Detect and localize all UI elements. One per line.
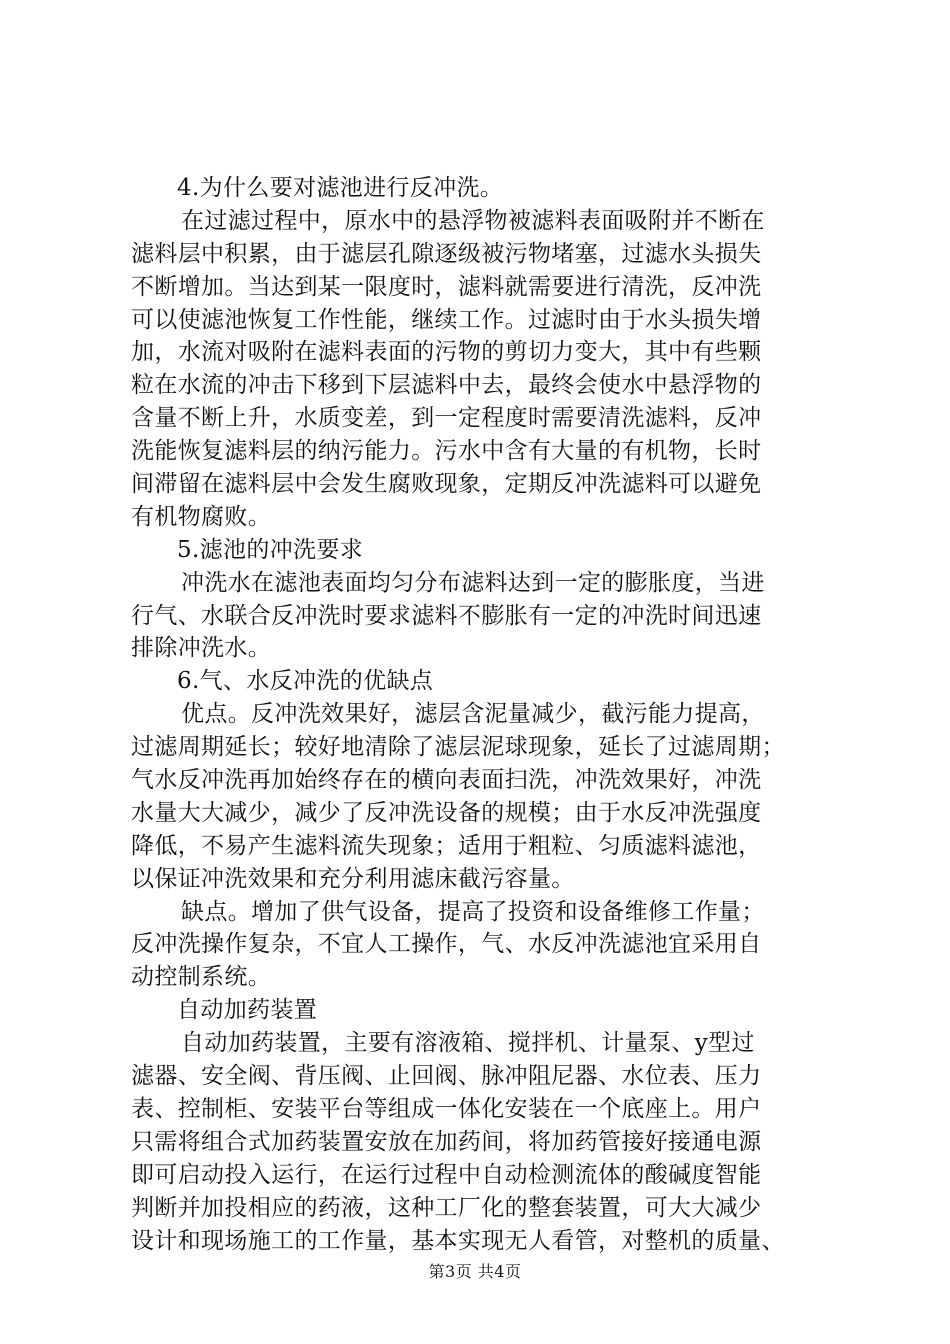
paragraph-line: 在过滤过程中，原水中的悬浮物被滤料表面吸附并不断在 [181,207,765,234]
paragraph-line: 洗能恢复滤料层的纳污能力。污水中含有大量的有机物，长时 [131,438,762,465]
paragraph-line: 气水反冲洗再加始终存在的横向表面扫洗，冲洗效果好，冲洗 [131,767,762,794]
paragraph-line: 降低，不易产生滤料流失现象；适用于粗粒、匀质滤料滤池， [131,832,762,859]
paragraph-line: 自动加药装置，主要有溶液箱、搅拌机、计量泵、y型过 [181,1030,755,1057]
section-heading: 5.滤池的冲洗要求 [177,536,364,563]
paragraph-line: 加，水流对吸附在滤料表面的污物的剪切力变大，其中有些颗 [131,339,762,366]
paragraph-line: 行气、水联合反冲洗时要求滤料不膨胀有一定的冲洗时间迅速 [131,602,762,629]
paragraph-line: 动控制系统。 [131,964,272,991]
section-heading: 6.气、水反冲洗的优缺点 [177,668,434,695]
section-heading: 4.为什么要对滤池进行反冲洗。 [177,175,504,201]
paragraph-line: 以保证冲洗效果和充分利用滤床截污容量。 [131,865,575,892]
paragraph-line: 表、控制柜、安装平台等组成一体化安装在一个底座上。用户 [131,1095,762,1122]
document-body [131,172,843,1257]
paragraph-line: 只需将组合式加药装置安放在加药间，将加药管接好接通电源 [131,1128,762,1155]
paragraph-line: 优点。反冲洗效果好，滤层含泥量减少，截污能力提高， [181,701,765,728]
paragraph-line: 缺点。增加了供气设备，提高了投资和设备维修工作量； [181,898,765,925]
paragraph-line: 有机物腐败。 [131,503,272,530]
paragraph-line: 反冲洗操作复杂，不宜人工操作，气、水反冲洗滤池宜采用自 [131,931,762,958]
paragraph-line: 过滤周期延长；较好地清除了滤层泥球现象，延长了过滤周期； [131,734,785,761]
paragraph-line: 即可启动投入运行，在运行过程中自动检测流体的酸碱度智能 [131,1161,762,1188]
paragraph-line: 不断增加。当达到某一限度时，滤料就需要进行清洗，反冲洗 [131,273,762,300]
paragraph-line: 排除冲洗水。 [131,635,272,662]
paragraph-line: 间滞留在滤料层中会发生腐败现象，定期反冲洗滤料可以避免 [131,471,762,498]
paragraph-line: 冲洗水在滤池表面均匀分布滤料达到一定的膨胀度，当进 [181,569,765,596]
paragraph-line: 可以使滤池恢复工作性能，继续工作。过滤时由于水头损失增 [131,306,762,333]
paragraph-line: 滤器、安全阀、背压阀、止回阀、脉冲阻尼器、水位表、压力 [131,1063,762,1090]
paragraph-line: 滤料层中积累，由于滤层孔隙逐级被污物堵塞，过滤水头损失 [131,240,762,267]
paragraph-line: 水量大大减少，减少了反冲洗设备的规模；由于水反冲洗强度 [131,799,762,826]
paragraph-line: 粒在水流的冲击下移到下层滤料中去，最终会使水中悬浮物的 [131,372,762,399]
section-heading: 自动加药装置 [177,997,318,1024]
paragraph-line: 判断并加投相应的药液，这种工厂化的整套装置，可大大减少 [131,1194,762,1221]
paragraph-line: 含量不断上升，水质变差，到一定程度时需要清洗滤料，反冲 [131,405,762,432]
page-footer: 第3页 共4页 [428,1262,522,1281]
paragraph-line: 设计和现场施工的工作量，基本实现无人看管，对整机的质量、 [131,1227,785,1254]
